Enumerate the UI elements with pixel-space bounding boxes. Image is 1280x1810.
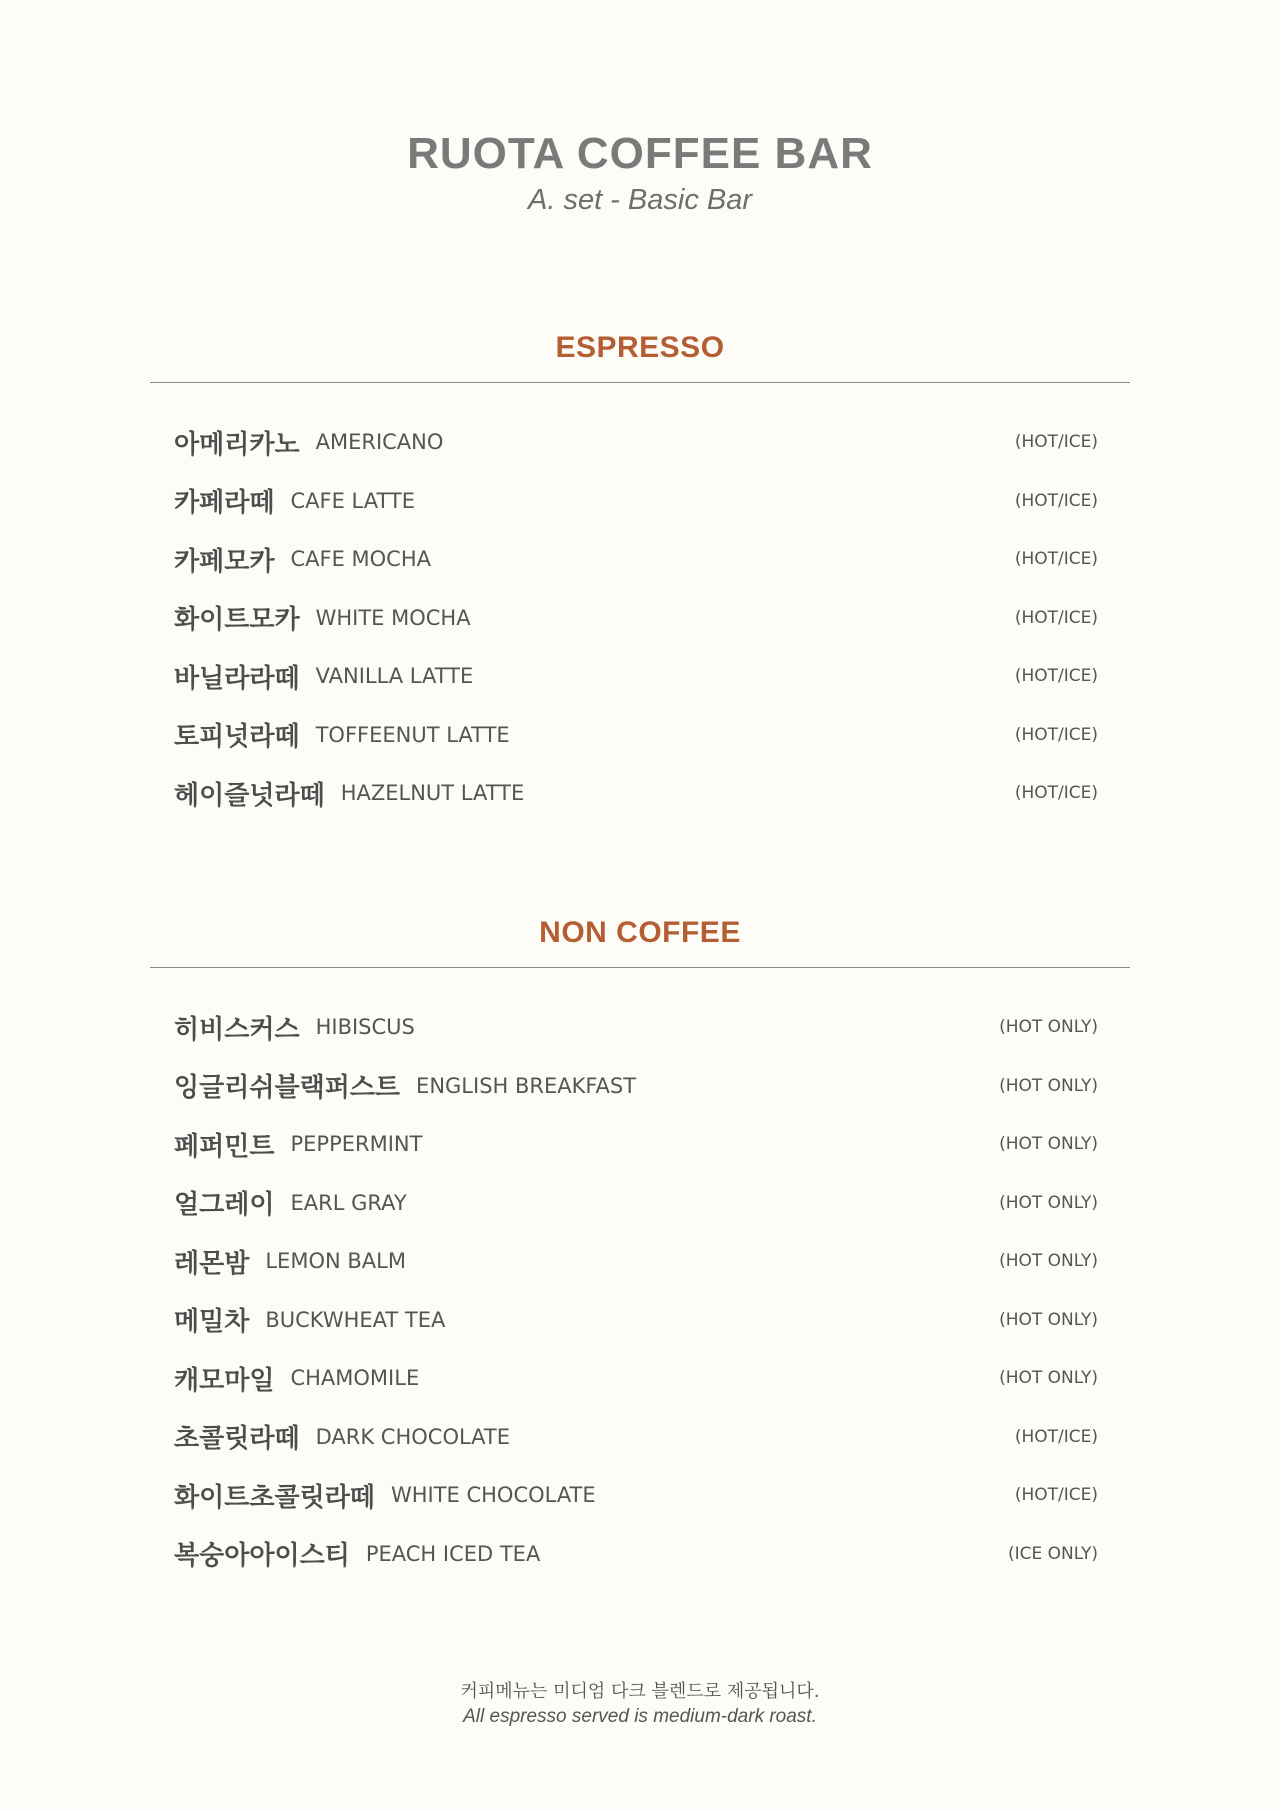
item-serving-option: (HOT/ICE) [1014,666,1098,687]
item-serving-option: (HOT/ICE) [1014,549,1098,570]
item-english-name: TOFFEENUT LATTE [315,722,510,747]
item-korean-name: 잉글리쉬블랙퍼스트 [174,1073,401,1104]
item-english-name: CHAMOMILE [290,1366,420,1391]
item-korean-name: 캐모마일 [174,1365,275,1396]
item-english-name: LEMON BALM [265,1249,406,1274]
item-english-name: AMERICANO [315,430,444,455]
menu-item [150,1408,1130,1467]
menu-list [150,998,1130,1583]
menu-item [150,1466,1130,1525]
footer-note-korean: 커피메뉴는 미디엄 다크 블렌드로 제공됩니다. [460,1681,820,1702]
menu-item [150,647,1130,706]
item-korean-name: 메밀차 [174,1307,250,1338]
item-korean-name: 화이트초콜릿라떼 [174,1482,375,1513]
item-serving-option: (HOT ONLY) [999,1251,1098,1272]
menu-header [0,128,1280,218]
item-english-name: VANILLA LATTE [315,664,474,689]
item-korean-name: 레몬밤 [174,1248,250,1279]
section-divider [150,967,1130,968]
menu-item [150,472,1130,531]
section-title: ESPRESSO [555,331,725,364]
item-english-name: BUCKWHEAT TEA [265,1307,446,1332]
item-serving-option: (ICE ONLY) [1008,1543,1098,1564]
item-serving-option: (HOT ONLY) [999,1368,1098,1389]
footer-note-english: All espresso served is medium-dark roast. [463,1706,817,1727]
menu-item [150,706,1130,765]
item-korean-name: 아메리카노 [174,429,300,460]
menu-item [150,530,1130,589]
section-divider [150,382,1130,383]
item-korean-name: 토피넛라떼 [174,722,300,753]
menu-item [150,1115,1130,1174]
menu-item [150,1174,1130,1233]
item-english-name: EARL GRAY [290,1190,407,1215]
non-coffee-section [150,915,1130,1583]
menu-item [150,1349,1130,1408]
item-korean-name: 카페모카 [174,546,275,577]
item-serving-option: (HOT/ICE) [1014,432,1098,453]
item-serving-option: (HOT ONLY) [999,1192,1098,1213]
menu-item [150,413,1130,472]
item-serving-option: (HOT ONLY) [999,1134,1098,1155]
item-english-name: CAFE LATTE [290,488,415,513]
menu-item [150,1291,1130,1350]
item-serving-option: (HOT/ICE) [1014,1485,1098,1506]
item-serving-option: (HOT/ICE) [1014,490,1098,511]
item-serving-option: (HOT/ICE) [1014,724,1098,745]
item-serving-option: (HOT ONLY) [999,1075,1098,1096]
item-korean-name: 페퍼민트 [174,1131,275,1162]
item-serving-option: (HOT/ICE) [1014,607,1098,628]
item-english-name: ENGLISH BREAKFAST [416,1073,637,1098]
menu-title: RUOTA COFFEE BAR [407,129,873,178]
item-english-name: HAZELNUT LATTE [340,781,525,806]
item-english-name: CAFE MOCHA [290,547,431,572]
menu-item [150,1057,1130,1116]
menu-item [150,1232,1130,1291]
item-english-name: WHITE CHOCOLATE [390,1483,596,1508]
item-korean-name: 복숭아아이스티 [174,1541,350,1572]
menu-item [150,1525,1130,1584]
item-korean-name: 초콜릿라떼 [174,1424,300,1455]
item-english-name: HIBISCUS [315,1015,415,1040]
item-serving-option: (HOT/ICE) [1014,1426,1098,1447]
item-korean-name: 화이트모카 [174,605,300,636]
item-english-name: PEPPERMINT [290,1132,423,1157]
espresso-section [150,330,1130,823]
item-serving-option: (HOT ONLY) [999,1017,1098,1038]
item-english-name: PEACH ICED TEA [365,1541,541,1566]
menu-list [150,413,1130,823]
item-korean-name: 바닐라라떼 [174,663,300,694]
item-korean-name: 얼그레이 [174,1190,275,1221]
item-serving-option: (HOT ONLY) [999,1309,1098,1330]
item-english-name: WHITE MOCHA [315,605,471,630]
menu-subtitle: A. set - Basic Bar [527,184,752,216]
item-korean-name: 헤이즐넛라떼 [174,780,325,811]
menu-item [150,998,1130,1057]
menu-item [150,589,1130,648]
item-korean-name: 카페라떼 [174,488,275,519]
menu-item [150,764,1130,823]
item-korean-name: 히비스커스 [174,1014,300,1045]
section-title: NON COFFEE [539,916,741,949]
menu-footer [0,1679,1280,1729]
item-english-name: DARK CHOCOLATE [315,1424,510,1449]
item-serving-option: (HOT/ICE) [1014,783,1098,804]
